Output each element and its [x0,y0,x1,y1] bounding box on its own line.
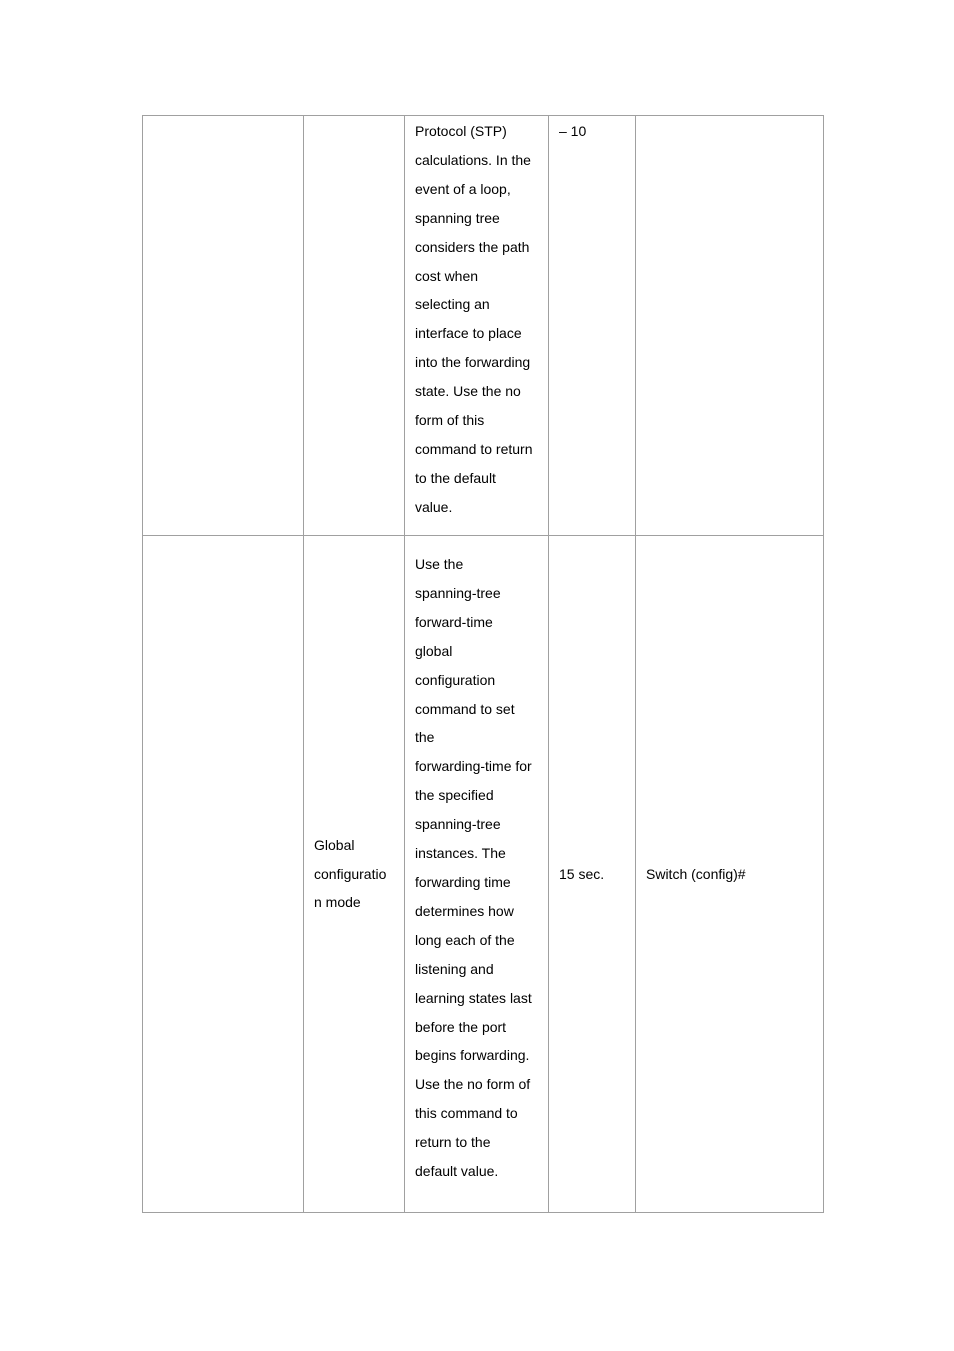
cli-prompt: Switch (config)# [646,866,746,882]
description-line: into the forwarding [415,354,531,371]
command-cell [143,536,304,1213]
access-mode-line: Global [314,836,355,853]
description-line: cost when [415,267,479,284]
description-line: listening and [415,960,494,977]
description-line: this command to [415,1105,518,1122]
description-line: long each of the [415,931,515,948]
prompt-cell [636,536,824,1213]
default-value: – 10 [559,123,587,139]
description-line: forwarding time [415,873,511,890]
description-line: Use the [415,556,464,572]
description-line: spanning tree [415,209,500,226]
description-line: default value. [415,1163,499,1180]
description-line: spanning-tree [415,816,501,833]
description-line: begins forwarding. [415,1047,530,1064]
description-line: value. [415,498,453,515]
description-line: form of this [415,412,485,429]
description-line: considers the path [415,238,530,255]
description-cell [405,536,549,1213]
description-line: the [415,729,435,746]
command-cell [143,116,304,536]
description-line: determines how [415,902,514,919]
access-mode-cell [304,116,405,536]
description-line: Protocol (STP) [415,123,507,139]
default-value: 15 sec. [559,866,605,882]
description-line: before the port [415,1018,507,1035]
prompt-cell [636,116,824,536]
description-line: global [415,642,453,659]
description-line: configuration [415,671,496,688]
default-value-cell [549,116,636,536]
description-cell [405,116,549,536]
description-line: Use the no form of [415,1076,531,1093]
description-line: spanning-tree [415,584,501,601]
access-mode-line: configuratio [314,865,387,882]
description-line: event of a loop, [415,180,511,197]
description-line: instances. The [415,845,506,862]
description-line: forwarding-time for [415,758,532,775]
description-line: the specified [415,787,494,804]
description-line: calculations. In the [415,151,531,168]
access-mode-line: n mode [314,894,361,911]
description-line: selecting an [415,296,490,313]
description-line: forward-time [415,613,493,630]
table-row [143,536,824,1213]
description-line: command to set [415,700,515,717]
description-line: state. Use the no [415,383,521,400]
description-line: interface to place [415,325,522,342]
description-line: return to the [415,1134,491,1151]
description-line: to the default [415,469,496,486]
description-line: command to return [415,440,533,457]
description-line: learning states last [415,989,532,1006]
default-value-cell [549,536,636,1213]
command-table [142,115,824,1213]
table-row [143,116,824,536]
access-mode-cell [304,536,405,1213]
